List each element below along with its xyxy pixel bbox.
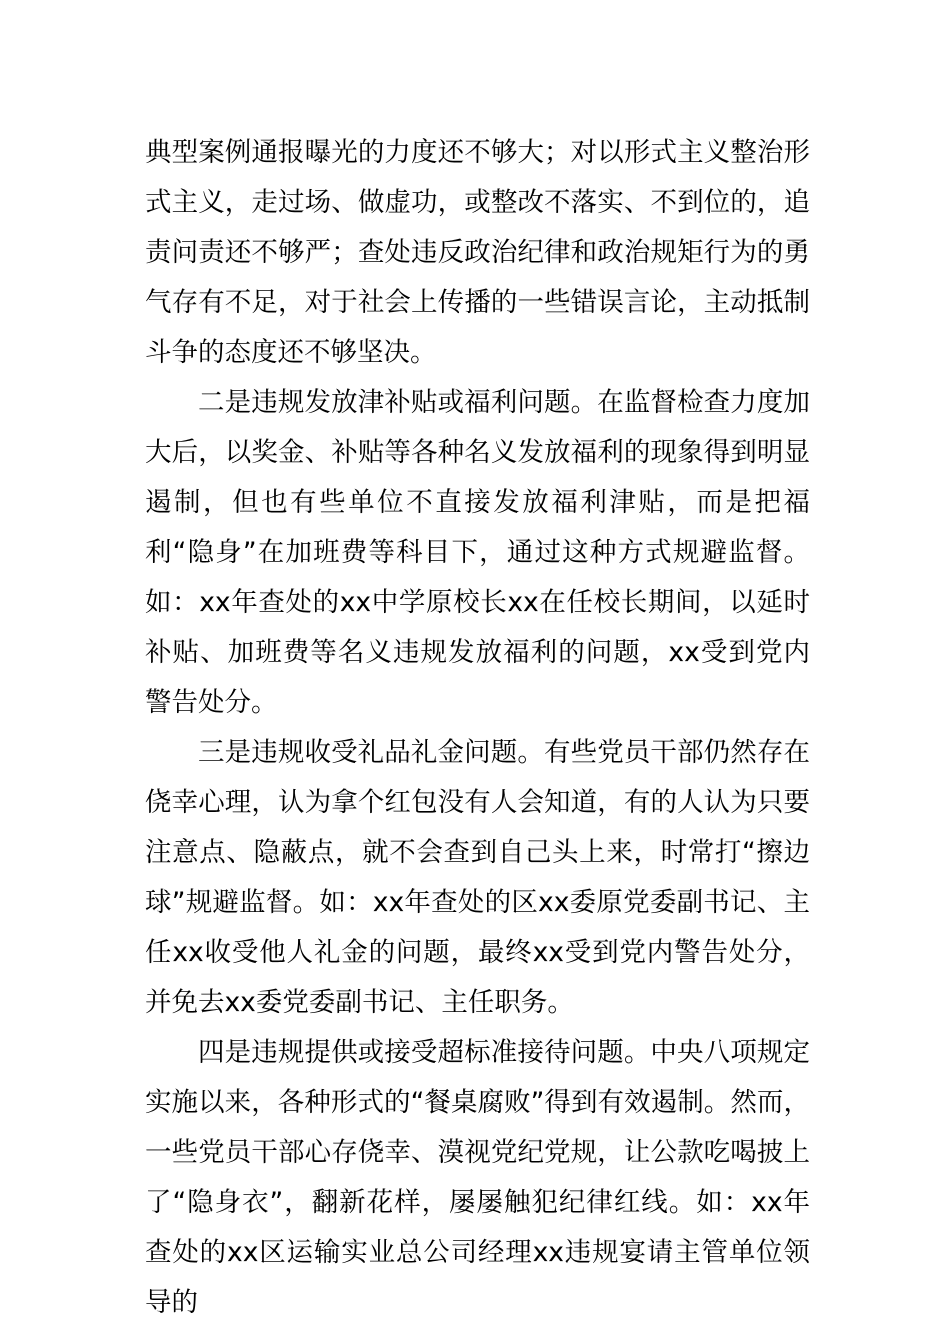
paragraph-reception-violations: 四是违规提供或接受超标准接待问题。中央八项规定实施以来，各种形式的“餐桌腐败”得到有效遏制。然而，一些党员干部心存侥幸、漠视党纪党规，让公款吃喝披上了“隐身衣”，翻新花样，屡屡触犯纪律红线。如：xx年查处的xx区运输实业总公司经理xx违规宴请主管单位领导的: [145, 1037, 810, 1318]
document-body: [145, 128, 810, 1328]
paragraph-continuation: 典型案例通报曝光的力度还不够大；对以形式主义整治形式主义，走过场、做虚功，或整改不落实、不到位的，追责问责还不够严；查处违反政治纪律和政治规矩行为的勇气存有不足，对于社会上传播的一些错误言论，主动抵制斗争的态度还不够坚决。: [145, 137, 810, 368]
paragraph-gift-violations: 三是违规收受礼品礼金问题。有些党员干部仍然存在侥幸心理，认为拿个红包没有人会知道，有的人认为只要注意点、隐蔽点，就不会查到自己头上来，时常打“擦边球”规避监督。如：xx年查处的区xx委原党委副书记、主任xx收受他人礼金的问题，最终xx受到党内警告处分，并免去xx委党委副书记、主任职务。: [145, 737, 810, 1018]
paragraph-subsidy-violations: 二是违规发放津补贴或福利问题。在监督检查力度加大后，以奖金、补贴等各种名义发放福利的现象得到明显遏制，但也有些单位不直接发放福利津贴，而是把福利“隐身”在加班费等科目下，通过这种方式规避监督。如：xx年查处的xx中学原校长xx在任校长期间，以延时补贴、加班费等名义违规发放福利的问题，xx受到党内警告处分。: [145, 387, 810, 718]
